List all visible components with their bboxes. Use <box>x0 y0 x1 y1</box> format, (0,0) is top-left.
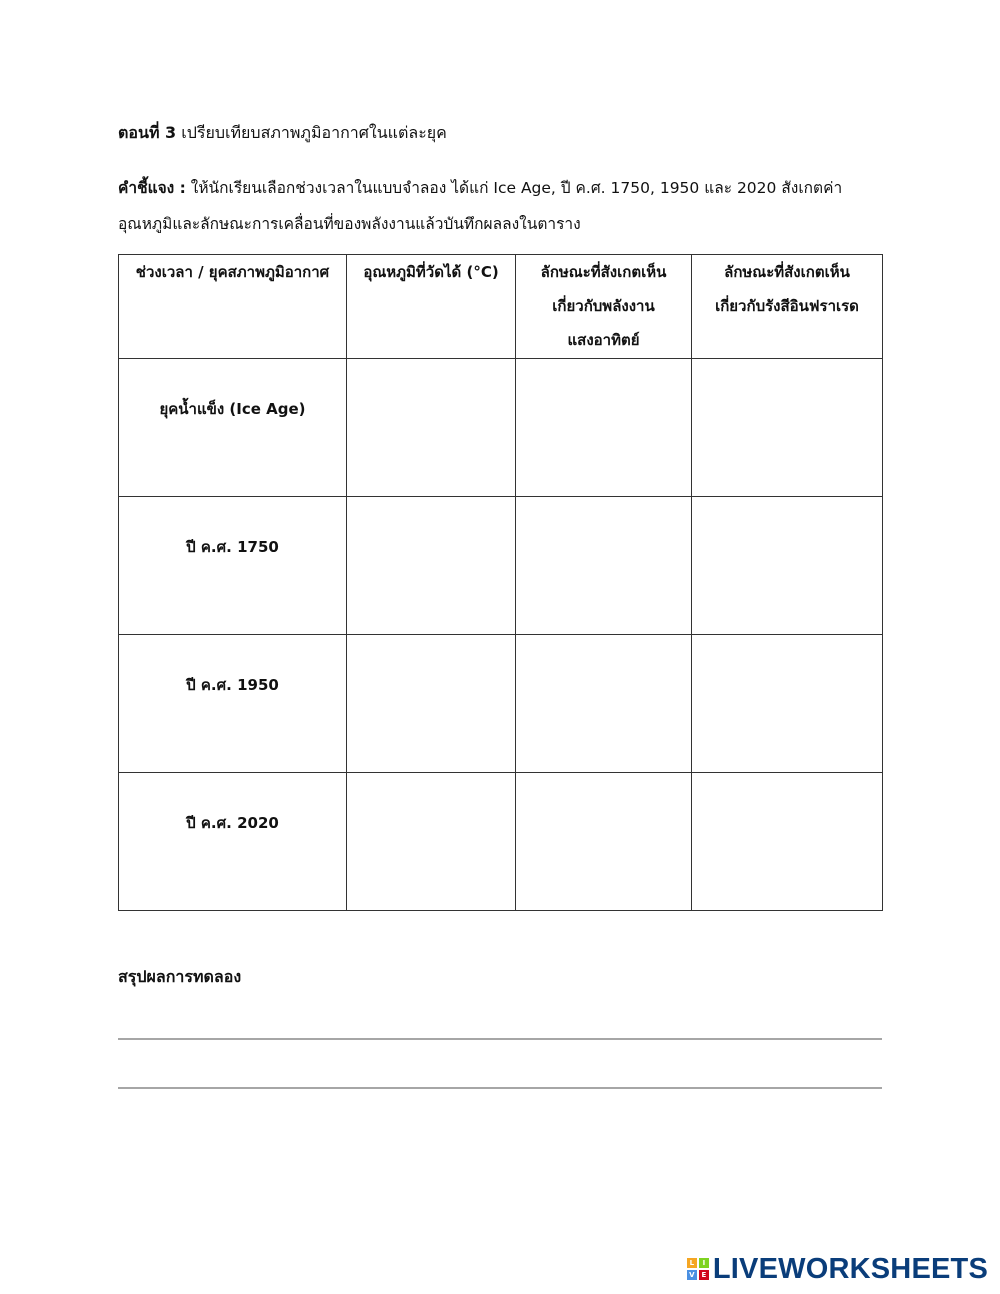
temperature-answer-cell[interactable] <box>347 773 516 911</box>
part-title: เปรียบเทียบสภาพภูมิอากาศในแต่ละยุค <box>176 123 447 142</box>
solar-energy-answer-cell[interactable] <box>516 635 692 773</box>
summary-answer-line-1[interactable] <box>118 1038 882 1040</box>
solar-energy-answer-cell[interactable] <box>516 359 692 497</box>
header-period <box>119 255 347 359</box>
infrared-answer-cell[interactable] <box>692 359 883 497</box>
instructions <box>118 170 888 242</box>
comparison-table <box>118 254 883 911</box>
period-label: ยุคน้ำแข็ง (Ice Age) <box>159 400 306 418</box>
part-label: ตอนที่ 3 <box>118 123 177 142</box>
header-line: อุณหภูมิที่วัดได้ (°C) <box>363 263 499 281</box>
period-cell <box>119 635 347 773</box>
instructions-line-2: อุณหภูมิและลักษณะการเคลื่อนที่ของพลังงานแล้วบันทึกผลลงในตาราง <box>118 215 581 233</box>
header-line: แสงอาทิตย์ <box>567 331 640 349</box>
header-line: ลักษณะที่สังเกตเห็น <box>724 263 850 281</box>
temperature-answer-cell[interactable] <box>347 359 516 497</box>
instructions-text-1: ให้นักเรียนเลือกช่วงเวลาในแบบจำลอง ได้แก่ Ice Age, ปี ค.ศ. 1750, 1950 และ 2020 สังเกตค่า <box>185 179 843 197</box>
period-label: ปี ค.ศ. 2020 <box>186 814 279 832</box>
logo-mark-icon <box>687 1258 709 1280</box>
solar-energy-answer-cell[interactable] <box>516 497 692 635</box>
temperature-answer-cell[interactable] <box>347 497 516 635</box>
table-row <box>119 497 883 635</box>
part-heading <box>118 120 447 146</box>
period-label: ปี ค.ศ. 1950 <box>186 676 279 694</box>
temperature-answer-cell[interactable] <box>347 635 516 773</box>
header-temperature <box>347 255 516 359</box>
instructions-label: คำชี้แจง : <box>118 179 186 197</box>
header-line: เกี่ยวกับรังสีอินฟราเรด <box>715 297 859 315</box>
table-row <box>119 773 883 911</box>
summary-answer-line-2[interactable] <box>118 1087 882 1089</box>
header-infrared <box>692 255 883 359</box>
table-header-row <box>119 255 883 359</box>
header-solar-energy <box>516 255 692 359</box>
solar-energy-answer-cell[interactable] <box>516 773 692 911</box>
period-cell <box>119 497 347 635</box>
period-cell <box>119 773 347 911</box>
infrared-answer-cell[interactable] <box>692 497 883 635</box>
table-row <box>119 635 883 773</box>
logo-mark-letter: E <box>699 1270 709 1280</box>
period-label: ปี ค.ศ. 1750 <box>186 538 279 556</box>
table-row <box>119 359 883 497</box>
instructions-line-1 <box>118 170 888 206</box>
logo-text: LIVEWORKSHEETS <box>712 1252 988 1285</box>
logo-mark-letter: V <box>687 1270 697 1280</box>
header-line: ช่วงเวลา / ยุคสภาพภูมิอากาศ <box>135 263 330 281</box>
logo-mark-letter: I <box>699 1258 709 1268</box>
infrared-answer-cell[interactable] <box>692 635 883 773</box>
logo-mark-letter: L <box>687 1258 697 1268</box>
header-line: เกี่ยวกับพลังงาน <box>552 297 655 315</box>
liveworksheets-logo <box>687 1252 988 1286</box>
header-line: ลักษณะที่สังเกตเห็น <box>540 263 667 281</box>
infrared-answer-cell[interactable] <box>692 773 883 911</box>
period-cell <box>119 359 347 497</box>
summary-title: สรุปผลการทดลอง <box>118 967 242 986</box>
